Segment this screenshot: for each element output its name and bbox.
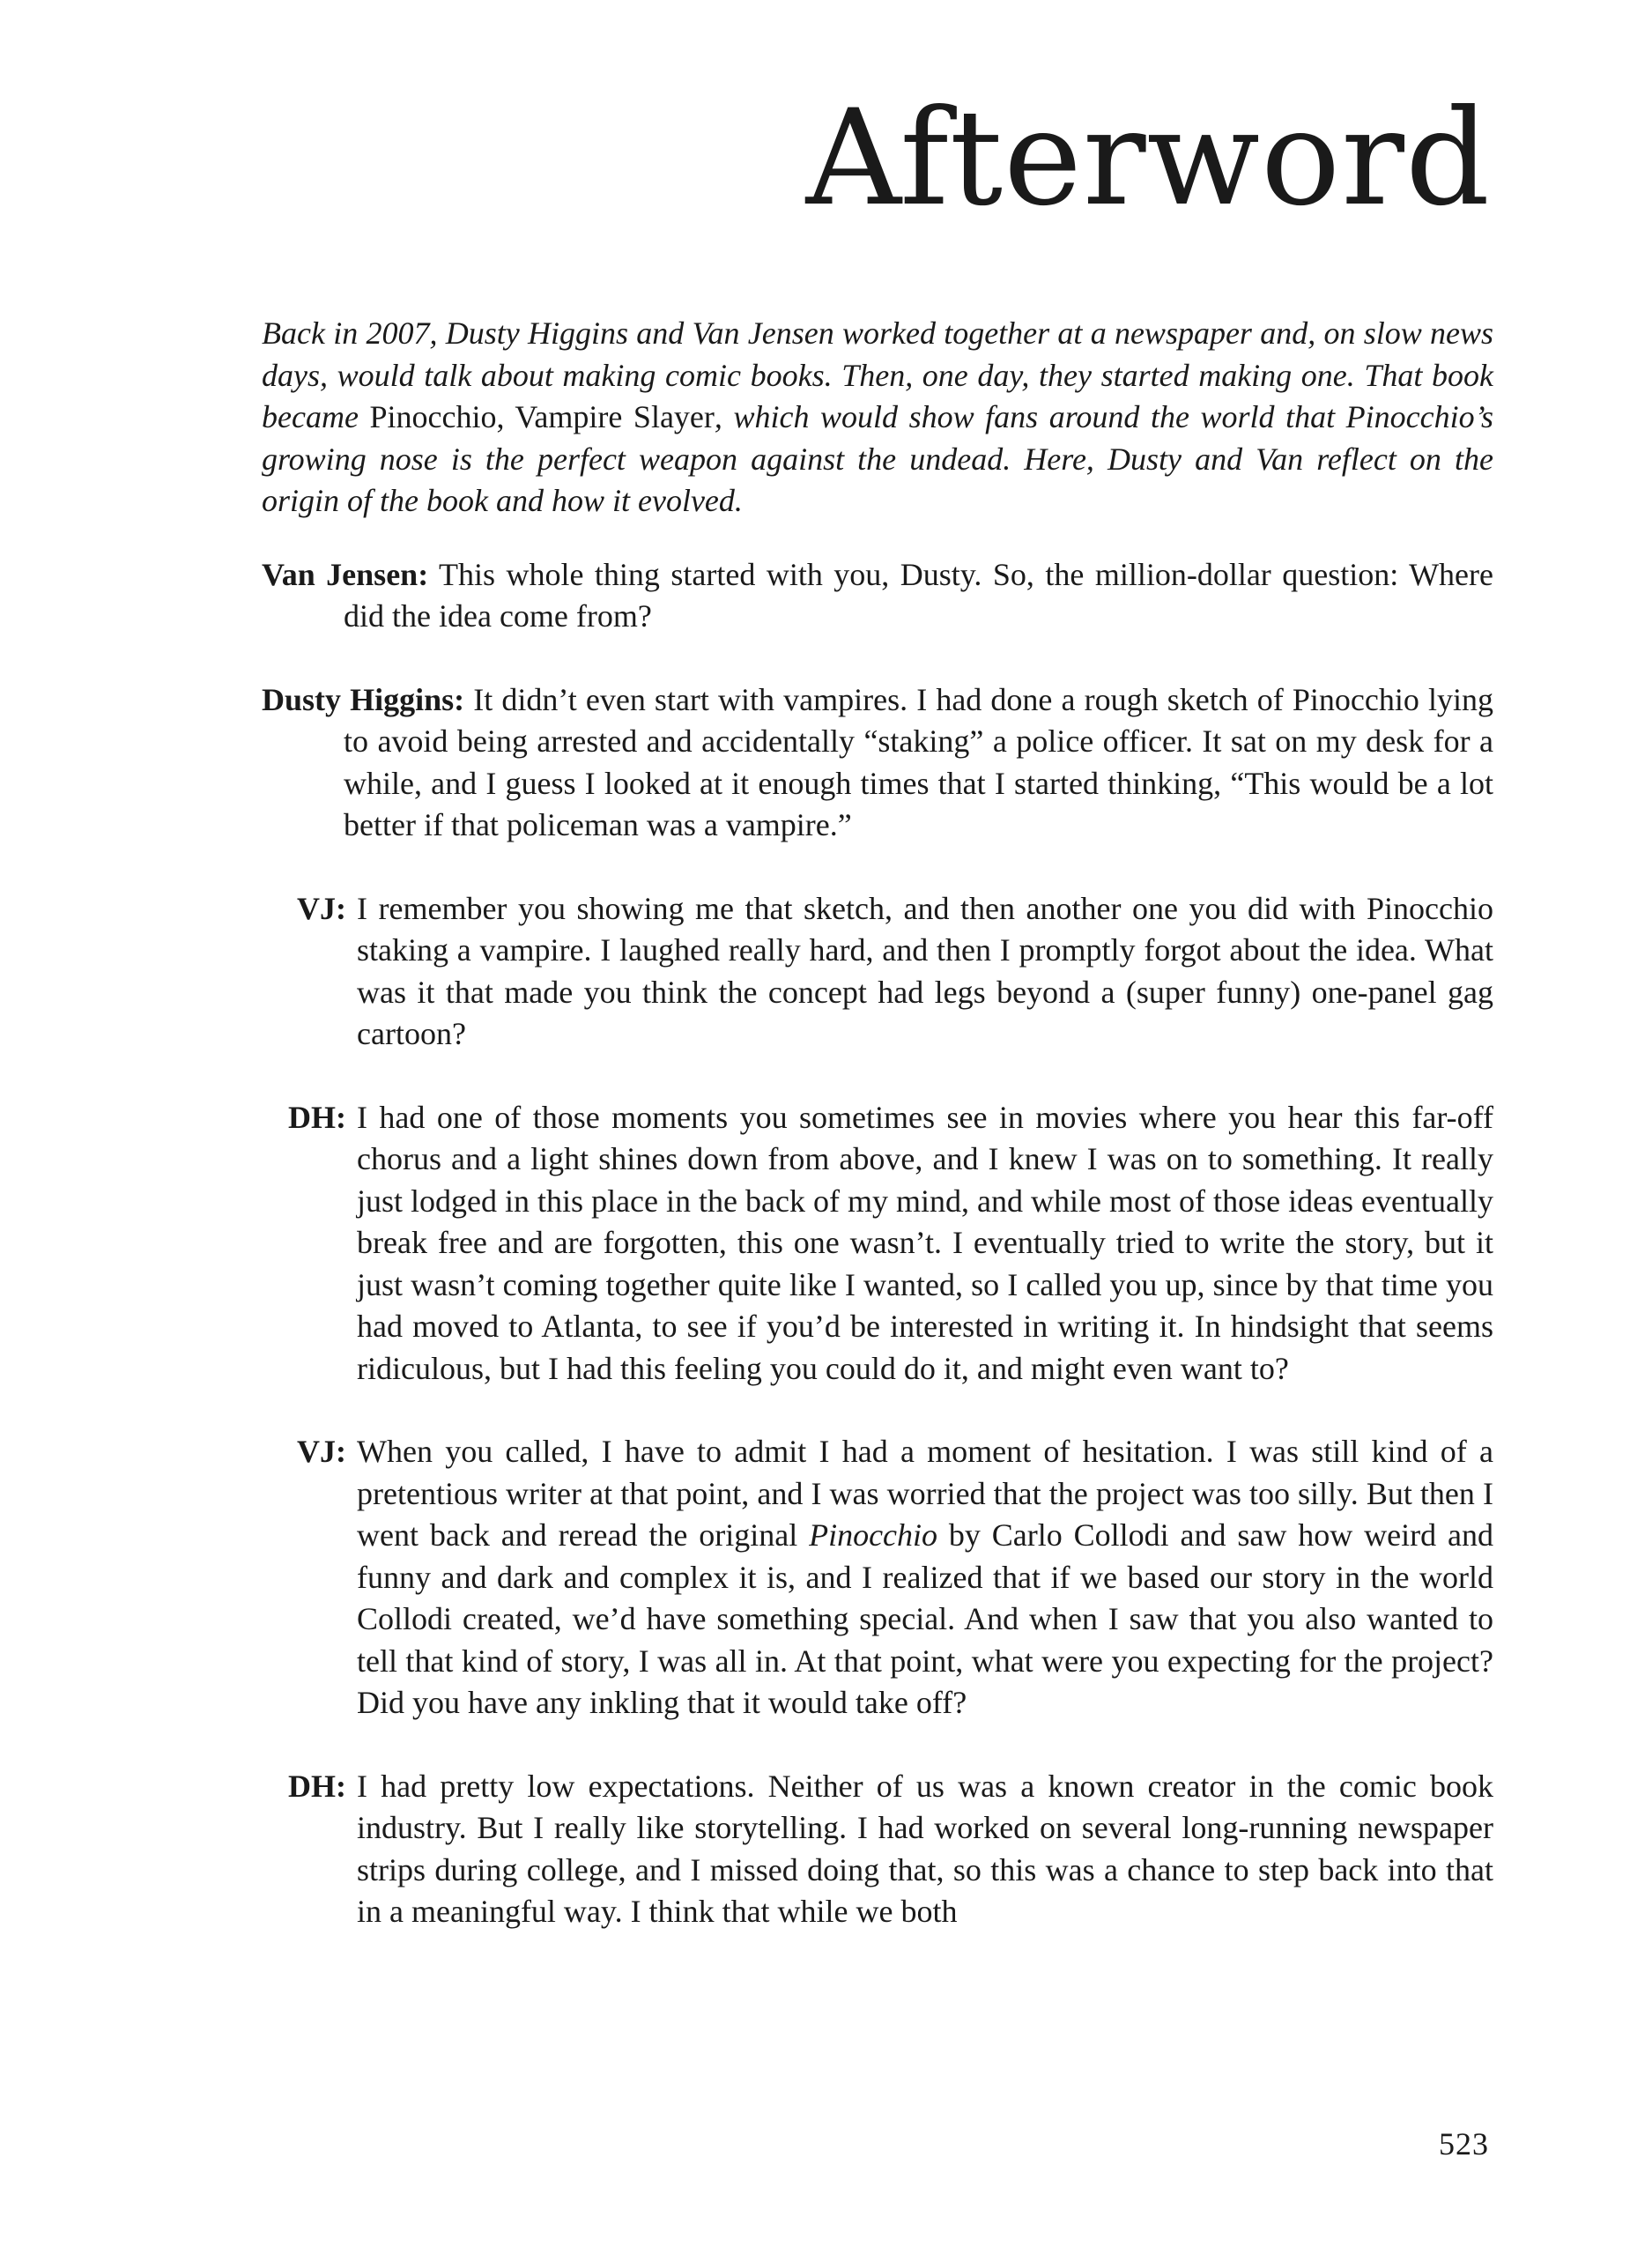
speaker-label: Dusty Higgins: (262, 681, 465, 717)
speaker-label: VJ: (297, 1434, 346, 1469)
speaker-label: DH: (288, 1099, 346, 1135)
speaker-label: DH: (288, 1768, 346, 1804)
interview-entry-2 (262, 679, 1493, 847)
page-title: Afterword (805, 82, 1491, 235)
interview-entry-6 (262, 1766, 1493, 1933)
afterword-body (262, 313, 1493, 1975)
intro-book-title: Pinocchio, Vampire Slayer (369, 399, 715, 434)
intro-text-after: , which would show fans around the world that Pinocchio’s growing nose is the perfect weapon against the undead. Here, Dusty and Van reflect on the origin of the book and how it evolved. (262, 399, 1493, 518)
interview-entry-3 (262, 888, 1493, 1056)
page-number: 523 (1439, 2126, 1489, 2162)
entry-text: I remember you showing me that sketch, and then another one you did with Pinocchio staking a vampire. I laughed really hard, and then I promptly forgot about the idea. What was it that made you think the concept had legs beyond a (super funny) one-panel gag cartoon? (357, 890, 1493, 1051)
speaker-label: VJ: (297, 890, 346, 926)
intro-text-before: Back in 2007, Dusty Higgins and Van Jensen worked together at a newspaper and, on slow news days, would talk about making comic books. Then, one day, they started making one. That book became (262, 315, 1493, 434)
interview-entry-1 (262, 554, 1493, 638)
speaker-label: Van Jensen: (262, 556, 429, 592)
entry-text: I had one of those moments you sometimes see in movies where you hear this far-off chorus and a light shines down from above, and I knew I was on to something. It really just lodged in this place in the back of my mind, and while most of those ideas eventually break free and are forgotten, this one wasn’t. I eventually tried to write the story, but it just wasn’t coming together quite like I wanted, so I called you up, since by that time you had moved to Atlanta, to see if you’d be interested in writing it. In hindsight that seems ridiculous, but I had this feeling you could do it, and might even want to? (357, 1099, 1493, 1386)
entry-text (346, 1431, 1493, 1724)
entry-text-before: When you called, I have to admit I had a moment of hesitation. I was still kind of a pretentious writer at that point, and I was worried that the project was too silly. But then I went back and reread the original (357, 1434, 1493, 1553)
intro-paragraph (262, 313, 1493, 523)
entry-text: This whole thing started with you, Dusty. So, the million-dollar question: Where did the idea come from? (344, 556, 1494, 634)
book-title-italic: Pinocchio (809, 1517, 938, 1553)
entry-text-after: by Carlo Collodi and saw how weird and funny and dark and complex it is, and I realized that if we based our story in the world Collodi created, we’d have something special. And when I saw that you also wanted to tell that kind of story, I was all in. At that point, what were you expecting for the project? Did you have any inkling that it would take off? (357, 1517, 1493, 1720)
entry-text: I had pretty low expectations. Neither of us was a known creator in the comic book industry. But I really like storytelling. I had worked on several long-running newspaper strips during college, and I missed doing that, so this was a chance to step back into that in a meaningful way. I think that while we both (357, 1768, 1493, 1929)
interview-entry-4 (262, 1097, 1493, 1390)
entry-text: It didn’t even start with vampires. I had done a rough sketch of Pinocchio lying to avoid being arrested and accidentally “staking” a police officer. It sat on my desk for a while, and I guess I looked at it enough times that I started thinking, “This would be a lot better if that policeman was a vampire.” (344, 681, 1494, 842)
interview-entry-5 (262, 1431, 1493, 1724)
